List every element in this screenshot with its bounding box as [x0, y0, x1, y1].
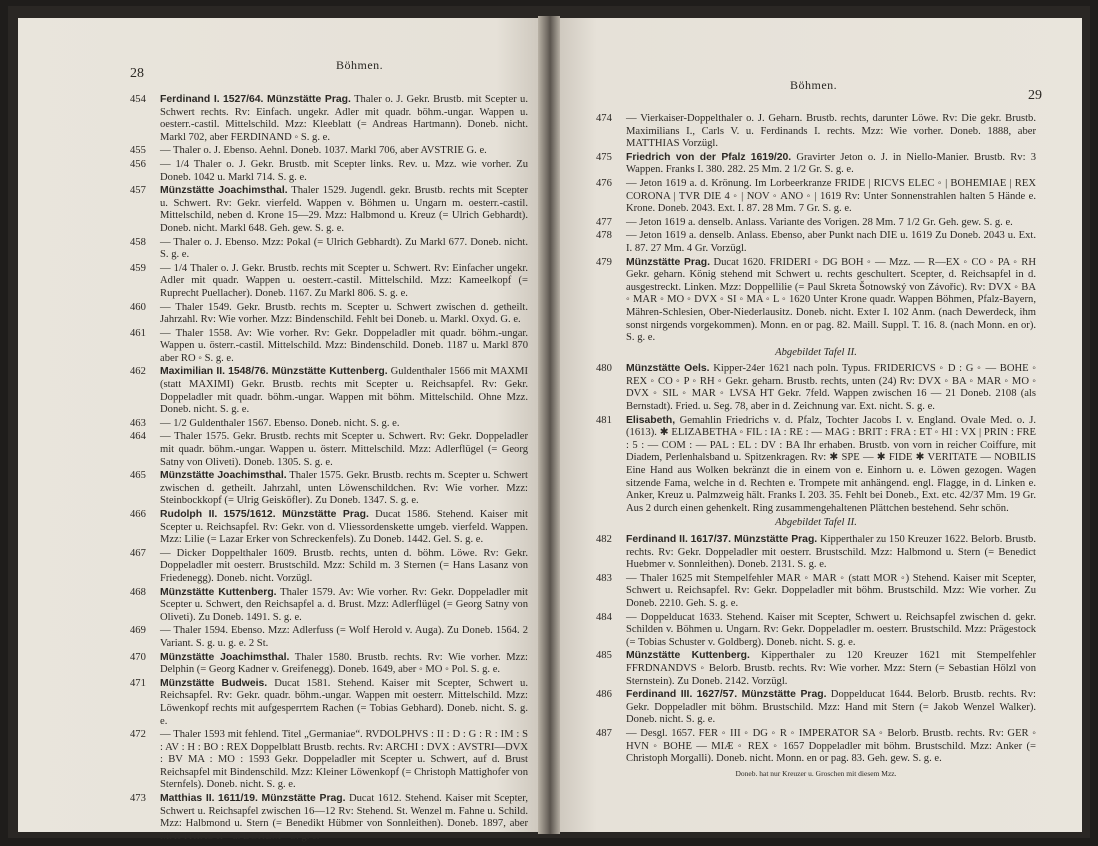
catalogue-entry [596, 152, 1036, 177]
entry-number: 458 [130, 236, 146, 248]
catalogue-entry [130, 263, 528, 301]
entry-number: 470 [130, 651, 146, 663]
mint-heading: Münzstätte Joachimsthal. [160, 185, 288, 197]
illustration-reference: Abgebildet Tafel II. [775, 346, 857, 358]
catalogue-entry [596, 113, 1036, 151]
entry-number: 472 [130, 729, 146, 741]
entry-description: — Desgl. 1657. FER ◦ III ◦ DG ◦ R ◦ IMPERATOR SA ◦ Belorb. Brustb. rechts. Rv: GER ◦ HVN ◦ BOHE — MIÆ ◦ REX ◦ 1657 Doppeladler mit böhm. Brustschild. Mzz: Anker (= Christoph Morgalli). Doneb. nicht. Monn. en or pag. 83. Geh. gew. S. g. e. [626, 727, 1036, 765]
entry-number: 486 [596, 689, 612, 701]
right-page [560, 18, 1082, 832]
entry-number: 479 [596, 256, 612, 268]
page-number: 29 [1028, 88, 1042, 103]
entry-description: Ducat 1586. Stehend. Kaiser mit Scepter u. Reichsapfel. Rv: Gekr. von d. Vliessordenskette umgeb. vierfeld. Wappen. Mzz: Lilie (= Lazar Erker von Schreckenfels). Zu Doneb. 1442. Gel. S. g. e. [160, 509, 528, 546]
entry-number: 477 [596, 216, 612, 228]
mint-heading: Münzstätte Kuttenberg. [626, 650, 750, 662]
book-spread [8, 6, 1090, 842]
entry-number: 474 [596, 113, 612, 124]
ruler-name: Ferdinand I. [160, 94, 220, 105]
catalogue-entry [596, 415, 1036, 516]
catalogue-entry [130, 302, 528, 327]
mint-heading: 1611/19. Münzstätte Prag. [217, 793, 346, 805]
entry-description: — Thaler 1575. Gekr. Brustb. rechts mit Scepter u. Schwert. Rv: Gekr. Doppeladler mit quadr. böhm.-ungar. Wappen u. österr. Mittelschild. Mzz: Adlerflügel (= Georg Satny von Oliveti). Doneb. 1305. S. g. e. [160, 431, 528, 468]
mint-heading: 1548/76. Münzstätte Kuttenberg. [228, 366, 388, 378]
entry-description: Doppelducat 1644. Belorb. Brustb. rechts. Rv: Gekr. Doppeladler mit böhm. Brustschild. Mzz: Hand mit Stern (= Jakob Wenzel Walker). Doneb. nicht. S. g. e. [626, 689, 1036, 726]
entry-description: Kipperthaler zu 120 Kreuzer 1621 mit Stempelfehler FFRDNANDVS ◦ Belorb. Brustb. rechts. Rv: Wie vorher. Mzz: Stern (= Sebastian Hölzl von Sternstein). Zu Doneb. 2142. Vorzügl. [626, 650, 1037, 687]
catalogue-entry [596, 230, 1036, 255]
entry-number: 457 [130, 185, 146, 197]
entry-description: — Thaler 1549. Gekr. Brustb. rechts m. Scepter u. Schwert zwischen d. getheilt. Jahrzahl. Rv: Wie vorher. Mzz: Bindenschild. Fehlt bei Doneb. u. Markl. Oxyd. G. e. [160, 301, 528, 326]
catalogue-entry [130, 625, 528, 650]
entry-number: 481 [596, 414, 612, 426]
entry-description: Guldenthaler 1566 mit MAXMI (statt MAXIMI) Gekr. Brustb. rechts mit Scepter u. Reichsapfel. Rv: Gekr. Doppeladler mit quadr. böhm.-ungar. Wappen mit böhm. Mittelschild. Ohne Mzz. Doneb. nicht. S. g. e. [160, 366, 528, 416]
catalogue-entry [130, 793, 528, 843]
entry-number: 459 [130, 262, 146, 274]
catalogue-entry [596, 178, 1036, 216]
entry-description: Thaler o. J. Gekr. Brustb. mit Scepter u. Schwert rechts. Rv: Einfach. ungekr. Adler mit quadr. böhm.-ungar. Wappen u. oesterr.-castil. Mittelschild. Mzz: Kleeblatt (= Andreas Hartmann). Doneb. nicht. Markl 702, aber FERDINAND ◦ S. g. e. [160, 94, 528, 143]
ruler-name: Rudolph II. [160, 509, 218, 520]
entry-number: 480 [596, 363, 612, 375]
mint-heading: 1617/37. Münzstätte Prag. [690, 534, 818, 545]
entry-number: 463 [130, 417, 146, 429]
entry-description: Gemahlin Friedrichs v. d. Pfalz, Tochter Jacobs I. v. England. Ovale Med. o. J. (1613). ✱ ELIZABETHA ◦ FIL : IA : RE : — MAG : BRIT : FRA : ET ◦ HI : VX | PRIN : FRE : 5 : — COM : — PAL : EL : DV : BA Ihr erhaben. Brustb. von vorn in reicher Coiffure, mit Diadem, Perlenhalsband u. Spitzenkragen. Rv: ✱ SPE — ✱ FIDE ✱ VERITATE — NOBILIS Eine Hand aus Wolken bekränzt die in einem von e. Einhorn u. e. Löwen gezogen. Wagen sitzende Fama, welche in d. Rechten e. Trompete mit anhängend. engl. Flagge, in d. Linken e. Anker, Kreuz u. Palmzweig hält. Franks I. 203. 35. Fehlt bei Doneb., Ext. etc. 42/37 Mm. 19 Gr. Aus 2 durch einen gehenkelt. Ring zusammengehaltenen Plättchen bestehend. Sehr schön. [626, 414, 1036, 514]
entry-number: 473 [130, 793, 146, 805]
catalogue-entry [130, 587, 528, 625]
entry-number: 478 [596, 230, 612, 242]
mint-heading: Münzstätte Joachimsthal. [160, 470, 287, 482]
catalogue-entry [596, 728, 1036, 766]
entry-number: 456 [130, 158, 146, 170]
entry-number: 465 [130, 470, 146, 482]
mint-heading: Münzstätte Kuttenberg. [160, 586, 277, 598]
catalogue-entry [596, 534, 1036, 572]
mint-heading: Münzstätte Joachimsthal. [160, 651, 290, 663]
catalogue-entry [596, 612, 1036, 650]
mint-heading: Münzstätte Oels. [626, 363, 710, 375]
entry-description: Gravirter Jeton o. J. in Niello-Manier. Brustb. Rv: 3 Wappen. Franks I. 380. 282. 25 Mm. 2 1/2 Gr. S. g. e. [626, 151, 1037, 176]
entry-description: Kipper-24er 1621 nach poln. Typus. FRIDERICVS ◦ D : G ◦ — BOHE ◦ REX ◦ CO ◦ P ◦ RH ◦ Gekr. geharn. Brustb. rechts, unten (24) Rv: DVX ◦ BA ◦ MAR ◦ MO ◦ DVX ◦ SIL ◦ MAR ◦ LVSA HT Gekr. 7feld. Wappen zwischen 16 — 21 Doneb. 2108 (als Bernstadt). Fried. u. Seg. 78, aber in d. Zeichnung var. Ext. nicht. S. g. e. [626, 363, 1037, 413]
entry-number: 462 [130, 366, 146, 378]
entry-description: Ducat 1620. FRIDERI ◦ DG BOH ◦ — Mzz. — R—EX ◦ CO ◦ PA ◦ RH Gekr. geharn. König stehend mit Schwert u. rechts geschultert. Scepter, d. Reichsapfel in d. ausgestreckt. Linken. Mzz: Doppellilie (= Paul Skreta Šotnowský von Závořic). Rv: DVX ◦ BA ◦ MAR ◦ MO ◦ DVX ◦ SI ◦ MA ◦ L ◦ 1620 Unter Krone quadr. Wappen Böhmen, Pfalz-Bayern, Mähren-Schlesien, Ober-Niederlausitz. Doneb. nicht. Exter I. 102 Anm. (nach Dewerdeck, ihm sonst nirgends vorgekommen). Monn. en or pag. 82. Maill. Suppl. T. 16. 8. (nach Monn. en or). S. g. e. [626, 256, 1036, 344]
catalogue-entry [130, 470, 528, 508]
entry-number: 485 [596, 650, 612, 662]
mint-heading: 1527/64. Münzstätte Prag. [222, 94, 351, 105]
catalogue-entry [130, 328, 528, 366]
entry-description: — Doppelducat 1633. Stehend. Kaiser mit Scepter, Schwert u. Reichsapfel zwischen d. gekr. Schilden v. Böhmen u. Ungarn. Rv: Gekr. Doppeladler m. oesterr. Brustschild. Mzz: Prägestock (= Tobias Schuster v. Goldberg). Doneb. nicht. S. g. e. [626, 611, 1036, 648]
entry-description: — Vierkaiser-Doppelthaler o. J. Geharn. Brustb. rechts, darunter Löwe. Rv: Die gekr. Brustb. Maximilians I., Carls V. u. Ferdinands I. rechts. Mzz: Wie vorher. Doneb. 1888, aber MATTHIAS Vorzügl. [626, 113, 1036, 150]
entry-description: Thaler 1580. Brustb. rechts. Rv: Wie vorher. Mzz: Delphin (= Georg Kadner v. Greifenegg). Doneb. 1649, aber ◦ MO ◦ Pol. S. g. e. [160, 651, 528, 676]
catalogue-entry [596, 257, 1036, 345]
ruler-name: Ferdinand II. [626, 534, 688, 545]
entry-number: 461 [130, 327, 146, 339]
entry-number: 476 [596, 177, 612, 189]
entry-number: 468 [130, 586, 146, 598]
catalogue-entry [130, 431, 528, 469]
entry-description: — Jeton 1619 a. d. Krönung. Im Lorbeerkranze FRIDE | RICVS ELEC ◦ | BOHEMIAE | REX CORONA | TVR DIE 4 ◦ | NOV ◦ ANO ◦ | 1619 Rv: Unter Sonnenstrahlen halten 5 Hände e. Krone. Doneb. 2043. Ext. I. 87. 28 Mm. 7 Gr. S. g. e. [626, 177, 1036, 215]
running-head: Böhmen. [336, 58, 384, 72]
entry-number: 475 [596, 151, 612, 163]
entry-number: 484 [596, 611, 612, 623]
entry-description: Thaler 1575. Gekr. Brustb. rechts m. Scepter u. Schwert zwischen d. getheilt. Jahrzahl, unten Löwenschildchen. Rv: Wie vorher. Mzz: Steinbockkopf (= Ulrig Geisköfler). Zu Doneb. 1347. S. g. e. [160, 470, 528, 507]
entry-description: Ducat 1612. Stehend. Kaiser mit Scepter, Schwert u. Reichsapfel zwischen 16—12 Rv: Stehend. St. Wenzel m. Fahne u. Schild. Mzz: Halbmond u. Stern (= Benedikt Hübmer von Sonnleithen). Doneb. 1897, aber MATTHIAS II ◦ u. BOHEM ◦ S. g. e. [160, 793, 528, 842]
catalogue-entries [130, 94, 528, 844]
entry-number: 466 [130, 509, 146, 520]
entry-description: — 1/2 Guldenthaler 1567. Ebenso. Doneb. nicht. S. g. e. [160, 417, 400, 429]
catalogue-entry [130, 652, 528, 677]
ruler-name: Elisabeth, [626, 414, 676, 426]
catalogue-entry [596, 217, 1036, 230]
entry-number: 467 [130, 547, 146, 559]
mint-heading: 1575/1612. Münzstätte Prag. [223, 509, 369, 520]
catalogue-entry [130, 366, 528, 416]
catalogue-entry [596, 650, 1036, 688]
ruler-name: Friedrich von der Pfalz [626, 151, 746, 163]
mint-heading: Münzstätte Prag. [626, 256, 710, 268]
entry-description: — 1/4 Thaler o. J. Gekr. Brustb. rechts mit Scepter u. Schwert. Rv: Einfacher ungekr. Adler mit quadr. Wappen u. oesterr.-castil. Mittelschild. Mzz: Kameelkopf (= Ruprecht Puellacher). Doneb. 1167. Zu Markl 806. S. g. e. [160, 262, 528, 299]
running-head: Böhmen. [790, 78, 838, 92]
catalogue-entry [130, 159, 528, 184]
entry-number: 482 [596, 534, 612, 545]
mint-heading: 1619/20. [750, 151, 792, 163]
footnote: Doneb. hat nur Kreuzer u. Groschen mit diesem Mzz. [735, 768, 897, 778]
catalogue-entry [130, 185, 528, 235]
entry-description: — Thaler o. J. Ebenso. Aehnl. Doneb. 1037. Markl 706, aber AVSTRIE G. e. [160, 145, 487, 157]
entry-number: 454 [130, 94, 146, 105]
entry-description: — Thaler 1593 mit fehlend. Titel „Germaniae“. RVDOLPHVS : II : D : G : R : IM : S : AV : H : BO : REX Doppelblatt Brustb. rechts. Rv: ARCHI : DVX : AVSTRI—DVX : BV MA : MO : 1593 Gekr. Doppeladler mit Scepter u. Schwert, auf d. Brust Reichsapfel mit Bindenschild. Mzz: Kleiner Löwenkopf (= Christoph Mattighofer von Sternfels). Doneb. nicht. S. g. e. [160, 729, 528, 791]
catalogue-entry [130, 145, 528, 158]
entry-description: — Jeton 1619 a. denselb. Anlass. Variante des Vorigen. 28 Mm. 7 1/2 Gr. Geh. gew. S. g. e. [626, 216, 1013, 228]
ruler-name: Maximilian II. [160, 366, 226, 378]
entry-description: Ducat 1581. Stehend. Kaiser mit Scepter, Schwert u. Reichsapfel. Rv: Gekr. quadr. böhm.-ungar. Wappen mit oesterr. Mittelschild. Mzz: Löwenkopf rechts mit aufgesperrtem Rachen (= Tobias Gebhard). Doneb. nicht. S. g. e. [160, 677, 528, 727]
entry-number: 471 [130, 677, 146, 689]
entry-description: — Thaler o. J. Ebenso. Mzz: Pokal (= Ulrich Gebhardt). Zu Markl 677. Doneb. nicht. S. g. e. [160, 236, 528, 261]
catalogue-entry [130, 729, 528, 792]
entry-number: 469 [130, 625, 146, 637]
ruler-name: Matthias II. [160, 793, 215, 805]
entry-number: 483 [596, 572, 612, 584]
entry-description: Kipperthaler zu 150 Kreuzer 1622. Belorb. Brustb. rechts. Rv: Gekr. Doppeladler mit oesterr. Brustschild. Mzz: Halbmond u. Stern (= Benedict Huebmer v. Sonnleithen). Doneb. 2131. S. g. e. [626, 534, 1037, 571]
entry-number: 455 [130, 145, 146, 157]
catalogue-entry [596, 363, 1036, 413]
entry-description: Thaler 1529. Jugendl. gekr. Brustb. rechts mit Scepter u. Schwert. Rv: Gekr. vierfeld. Wappen v. Böhmen u. Ungarn m. oesterr.-castil. Mittelschild, neben d. Krone 15—29. Mzz: Halbmond u. Kreuz (= Ulrich Gebhardt). Doneb. nicht. Markl 648. Geh. gew. S. g. e. [160, 185, 528, 234]
entry-description: — Thaler 1625 mit Stempelfehler MAR ◦ MAR ◦ (statt MOR ◦) Stehend. Kaiser mit Scepter, Schwert u. Reichsapfel. Rv: Gekr. Doppeladler mit böhm. Brustschild. Mzz: Wie vorher. Zu Doneb. 2210. Geh. S. g. e. [626, 572, 1036, 609]
mint-heading: 1627/57. Münzstätte Prag. [696, 689, 827, 701]
catalogue-entry [130, 237, 528, 262]
mint-heading: Münzstätte Budweis. [160, 677, 268, 689]
catalogue-entry [130, 509, 528, 547]
catalogue-entry [130, 418, 528, 431]
entry-number: 464 [130, 431, 146, 443]
ruler-name: Ferdinand III. [626, 689, 693, 701]
entry-description: — 1/4 Thaler o. J. Gekr. Brustb. mit Scepter links. Rev. u. Mzz. wie vorher. Zu Doneb. 1042 u. Markl 714. S. g. e. [160, 158, 528, 183]
left-page [18, 18, 538, 842]
book-gutter [538, 16, 560, 834]
catalogue-entry [596, 689, 1036, 727]
entry-number: 460 [130, 301, 146, 313]
catalogue-entry [130, 678, 528, 728]
entry-description: Thaler 1579. Av: Wie vorher. Rv: Gekr. Doppeladler mit Scepter u. Schwert, den Reichsapfel a. d. Brust. Mzz: Adlerflügel (= Georg Satny von Oliveti). Zu Doneb. 1491. S. g. e. [160, 586, 528, 623]
catalogue-entries [596, 113, 1036, 780]
page-number: 28 [130, 66, 144, 81]
entry-description: — Dicker Doppelthaler 1609. Brustb. rechts, unten d. böhm. Löwe. Rv: Gekr. Doppeladler mit oesterr. Brustschild. Mzz: Schild m. 3 Sternen (= Hans Lasanz von Friedenegg). Doneb. nicht. Vorzügl. [160, 547, 528, 584]
entry-description: — Thaler 1594. Ebenso. Mzz: Adlerfuss (= Wolf Herold v. Auga). Zu Doneb. 1564. 2 Variant. S. g. u. g. e. 2 St. [160, 625, 528, 649]
entry-description: — Thaler 1558. Av: Wie vorher. Rv: Gekr. Doppeladler mit quadr. böhm.-ungar. Wappen u. österr.-castil. Mittelschild. Mzz: Bindenschild. Doneb. 1187 u. Markl 870 aber RO ◦ S. g. e. [160, 327, 528, 364]
catalogue-entry [596, 573, 1036, 611]
entry-number: 487 [596, 727, 612, 739]
entry-description: — Jeton 1619 a. denselb. Anlass. Ebenso, aber Punkt nach DIE u. 1619 Zu Doneb. 2043 u. Ext. I. 87. 27 Mm. 4 Gr. Vorzügl. [626, 230, 1036, 254]
catalogue-entry [130, 94, 528, 144]
illustration-reference: Abgebildet Tafel II. [775, 517, 857, 529]
catalogue-entry [130, 548, 528, 586]
